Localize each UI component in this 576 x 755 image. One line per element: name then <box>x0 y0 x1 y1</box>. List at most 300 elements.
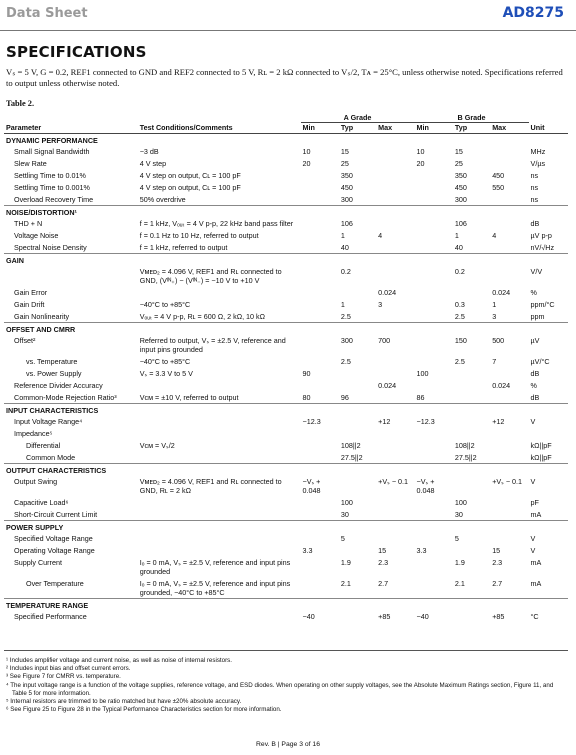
table-row <box>4 451 568 464</box>
value-cell <box>453 475 490 496</box>
value-cell <box>301 229 339 241</box>
value-cell: 7 <box>492 356 497 366</box>
parameter-cell: Gain Nonlinearity <box>14 311 70 321</box>
section-row <box>4 134 568 146</box>
value-cell: 100 <box>416 368 429 378</box>
section-row <box>4 599 568 611</box>
footnote: ⁶ See Figure 25 to Figure 28 in the Typical Performance Characteristics section for more information. <box>6 706 282 714</box>
value-cell <box>301 334 339 355</box>
value-cell <box>415 508 453 521</box>
parameter-cell: Gain Error <box>14 287 48 297</box>
footnote: ³ See Figure 7 for CMRR vs. temperature. <box>6 673 121 681</box>
value-cell <box>415 241 453 254</box>
value-cell <box>415 355 453 367</box>
table-row <box>4 577 568 599</box>
value-cell: +12 <box>492 416 505 426</box>
value-cell <box>490 508 528 521</box>
conditions-cell: Vᴄᴍ = Vₛ/2 <box>139 440 175 450</box>
value-cell: 2.5 <box>454 356 465 366</box>
table-row <box>4 145 568 157</box>
conditions-cell: Iₒ = 0 mA, Vₛ = ±2.5 V, reference and input pins grounded, −40°C to +85°C <box>139 578 291 597</box>
value-cell <box>339 367 376 379</box>
parameter-cell: Small Signal Bandwidth <box>14 146 90 156</box>
value-cell <box>490 367 528 379</box>
value-cell <box>339 379 376 391</box>
section-row <box>4 521 568 533</box>
value-cell <box>415 451 453 464</box>
value-cell <box>453 286 490 298</box>
value-cell <box>415 310 453 323</box>
value-cell <box>376 496 414 508</box>
conditions-cell <box>138 286 301 298</box>
parameter-cell: Supply Current <box>14 557 62 567</box>
conditions-cell: Vᴍᴇᴅ₂ = 4.096 V, REF1 and Rʟ connected to GND, (Vᴵᴺ₊) − (Vᴵᴺ₋) = −10 V to +10 V <box>139 266 282 285</box>
conditions-cell: Vᴍᴇᴅ₂ = 4.096 V, REF1 and Rʟ connected to GND, Rʟ = 2 kΩ <box>139 476 282 495</box>
value-cell: 20 <box>302 158 311 168</box>
value-cell: 108||2 <box>454 440 475 450</box>
value-cell: µV <box>530 335 540 345</box>
value-cell: 2.1 <box>454 578 465 588</box>
value-cell: 3.3 <box>416 545 427 555</box>
value-cell: 1.9 <box>454 557 465 567</box>
value-cell <box>415 379 453 391</box>
value-cell <box>490 217 528 229</box>
table-end-rule <box>4 650 568 651</box>
col-header: Unit <box>529 123 568 134</box>
value-cell <box>301 427 339 439</box>
value-cell: V/µs <box>530 158 546 168</box>
table-row <box>4 334 568 355</box>
value-cell <box>453 367 490 379</box>
value-cell: dB <box>530 218 540 228</box>
value-cell: V <box>530 545 536 555</box>
page-header <box>0 0 576 26</box>
table-row <box>4 286 568 298</box>
conditions-cell <box>138 544 301 556</box>
value-cell: 90 <box>302 368 311 378</box>
section-label: NOISE/DISTORTION¹ <box>4 206 568 218</box>
value-cell <box>415 439 453 451</box>
conditions-cell <box>138 496 301 508</box>
conditions-cell: Vₛ = 3.3 V to 5 V <box>139 368 193 378</box>
value-cell <box>376 508 414 521</box>
conditions-cell: −3 dB <box>139 146 159 156</box>
value-cell: % <box>530 287 537 297</box>
table-row <box>4 556 568 577</box>
value-cell <box>301 169 339 181</box>
value-cell <box>453 415 490 427</box>
test-conditions: Vₛ = 5 V, G = 0.2, REF1 connected to GND and REF2 connected to 5 V, Rʟ = 2 kΩ connected to Vₛ/2, Tᴀ = 25°C, unless otherwise noted. Specifications referred to output unless otherwise noted. <box>6 67 563 88</box>
value-cell: °C <box>530 611 539 621</box>
value-cell: 108||2 <box>340 440 361 450</box>
table-row <box>4 532 568 544</box>
table-row <box>4 310 568 323</box>
value-cell: kΩ||pF <box>530 440 552 450</box>
parameter-cell: Differential <box>26 440 61 450</box>
value-cell: 27.5||2 <box>454 452 477 462</box>
value-cell <box>415 427 453 439</box>
value-cell: 3.3 <box>302 545 313 555</box>
value-cell <box>301 217 339 229</box>
table-row <box>4 415 568 427</box>
value-cell <box>453 610 490 622</box>
value-cell <box>415 265 453 286</box>
table-row <box>4 265 568 286</box>
table-row <box>4 217 568 229</box>
value-cell: 25 <box>454 158 463 168</box>
value-cell <box>301 508 339 521</box>
conditions-cell <box>138 451 301 464</box>
section-row <box>4 464 568 476</box>
section-label: TEMPERATURE RANGE <box>4 599 568 611</box>
parameter-cell: Spectral Noise Density <box>14 242 87 252</box>
parameter-cell: Gain Drift <box>14 299 45 309</box>
table-row <box>4 475 568 496</box>
footnote: ¹ Includes amplifier voltage and current noise, as well as noise of internal resistors. <box>6 657 232 664</box>
table-row <box>4 391 568 404</box>
value-cell: 30 <box>340 509 349 519</box>
section-row <box>4 404 568 416</box>
parameter-cell: Specified Performance <box>14 611 87 621</box>
value-cell: 150 <box>454 335 467 345</box>
value-cell: 2.5 <box>340 311 351 321</box>
page-footer: Rev. B | Page 3 of 16 <box>256 741 320 748</box>
parameter-cell: Reference Divider Accuracy <box>14 380 103 390</box>
grade-a-header: A Grade <box>301 111 415 123</box>
section-label: OFFSET AND CMRR <box>4 323 568 335</box>
table-row <box>4 229 568 241</box>
value-cell: 100 <box>340 497 353 507</box>
value-cell <box>339 610 376 622</box>
value-cell <box>339 475 376 496</box>
value-cell: 15 <box>492 545 501 555</box>
section-row <box>4 254 568 266</box>
value-cell: 80 <box>302 392 311 402</box>
value-cell: ppm/°C <box>530 299 555 309</box>
value-cell <box>415 169 453 181</box>
value-cell <box>415 217 453 229</box>
parameter-cell: Overload Recovery Time <box>14 194 94 204</box>
value-cell <box>376 217 414 229</box>
table-row <box>4 379 568 391</box>
value-cell: 4 <box>378 230 383 240</box>
value-cell: −40 <box>302 611 315 621</box>
value-cell: 350 <box>454 170 467 180</box>
value-cell: +85 <box>378 611 391 621</box>
value-cell: % <box>530 380 537 390</box>
value-cell: +12 <box>378 416 391 426</box>
value-cell <box>376 157 414 169</box>
part-number: AD8275 <box>502 5 564 21</box>
section-row <box>4 323 568 335</box>
value-cell: −Vₛ + 0.048 <box>416 476 435 495</box>
grade-header-row <box>4 111 568 123</box>
value-cell <box>339 427 376 439</box>
value-cell: 700 <box>378 335 391 345</box>
conditions-cell: 4 V step on output, Cʟ = 100 pF <box>139 182 241 192</box>
value-cell: 2.5 <box>454 311 465 321</box>
parameter-cell <box>4 265 138 286</box>
conditions-cell <box>138 532 301 544</box>
conditions-cell: Vᴄᴍ = ±10 V, referred to output <box>139 392 239 402</box>
section-row <box>4 206 568 218</box>
column-header-row <box>4 123 568 134</box>
col-header: Typ <box>339 123 376 134</box>
value-cell <box>490 193 528 206</box>
value-cell: 40 <box>340 242 349 252</box>
table-row <box>4 298 568 310</box>
value-cell <box>376 169 414 181</box>
footnotes <box>6 657 568 714</box>
conditions-cell: f = 1 kHz, Vₒᵤₜ = 4 V p-p, 22 kHz band pass filter <box>139 218 294 228</box>
value-cell <box>376 451 414 464</box>
value-cell: +Vₛ − 0.1 <box>492 476 523 486</box>
conditions-cell: 4 V step on output, Cʟ = 100 pF <box>139 170 241 180</box>
value-cell <box>376 532 414 544</box>
conditions-cell: −40°C to +85°C <box>139 356 191 366</box>
value-cell: 2.3 <box>492 557 503 567</box>
parameter-cell: Specified Voltage Range <box>14 533 93 543</box>
grade-b-header: B Grade <box>415 111 529 123</box>
value-cell <box>301 193 339 206</box>
value-cell: V <box>530 476 536 486</box>
spec-table-body <box>4 134 568 623</box>
value-cell <box>301 451 339 464</box>
table-row <box>4 157 568 169</box>
value-cell <box>376 391 414 404</box>
value-cell: nV/√Hz <box>530 242 555 252</box>
value-cell <box>301 496 339 508</box>
section-label: POWER SUPPLY <box>4 521 568 533</box>
value-cell <box>301 241 339 254</box>
col-header: Parameter <box>4 123 138 134</box>
spec-table-wrap <box>4 111 568 622</box>
conditions-cell: Iₒ = 0 mA, Vₛ = ±2.5 V, reference and input pins grounded <box>139 557 291 576</box>
value-cell: 500 <box>492 335 505 345</box>
value-cell: ns <box>530 182 539 192</box>
value-cell: −Vₛ + 0.048 <box>302 476 321 495</box>
section-label: GAIN <box>4 254 568 266</box>
value-cell: 3 <box>492 311 497 321</box>
value-cell <box>490 265 528 286</box>
table-row <box>4 181 568 193</box>
table-row <box>4 439 568 451</box>
value-cell: 96 <box>340 392 349 402</box>
parameter-cell: THD + N <box>14 218 43 228</box>
conditions-cell: 50% overdrive <box>139 194 186 204</box>
value-cell <box>376 265 414 286</box>
col-header: Min <box>301 123 339 134</box>
value-cell: 40 <box>454 242 463 252</box>
value-cell: 1 <box>454 230 459 240</box>
col-header: Max <box>376 123 414 134</box>
table-row <box>4 610 568 622</box>
table-row <box>4 355 568 367</box>
value-cell: 5 <box>340 533 345 543</box>
value-cell: 25 <box>340 158 349 168</box>
parameter-cell: Input Voltage Range⁴ <box>14 416 83 426</box>
value-cell: 3 <box>378 299 383 309</box>
value-cell: ns <box>530 170 539 180</box>
value-cell: 106 <box>340 218 353 228</box>
value-cell <box>490 451 528 464</box>
footnote: ⁵ Internal resistors are trimmed to be ratio matched but have ±20% absolute accuracy. <box>6 698 242 706</box>
table-row <box>4 169 568 181</box>
table-row <box>4 496 568 508</box>
value-cell <box>376 145 414 157</box>
value-cell <box>415 229 453 241</box>
value-cell <box>415 577 453 599</box>
value-cell <box>376 367 414 379</box>
value-cell <box>339 415 376 427</box>
value-cell <box>301 439 339 451</box>
value-cell <box>453 391 490 404</box>
parameter-cell: Common Mode <box>26 452 76 462</box>
value-cell: 15 <box>378 545 387 555</box>
table-row <box>4 241 568 254</box>
value-cell <box>415 496 453 508</box>
parameter-cell: Short-Circuit Current Limit <box>14 509 98 519</box>
parameter-cell: Capacitive Load⁶ <box>14 497 69 507</box>
doc-type-label: Data Sheet <box>6 6 88 21</box>
value-cell <box>301 577 339 599</box>
value-cell: −12.3 <box>416 416 435 426</box>
value-cell <box>376 355 414 367</box>
section-label: OUTPUT CHARACTERISTICS <box>4 464 568 476</box>
value-cell: 450 <box>340 182 353 192</box>
value-cell <box>415 532 453 544</box>
value-cell <box>529 427 568 439</box>
header-rule <box>0 30 576 31</box>
footnote: ⁴ The input voltage range is a function of the voltage supplies, reference voltage, and ESD diodes. When operating on other supply voltages, see the Absolute Maximum Ratings section, Figure 11, and Table 5 for more information. <box>6 681 554 697</box>
parameter-cell: vs. Temperature <box>26 356 78 366</box>
value-cell: mA <box>530 578 542 588</box>
value-cell <box>301 181 339 193</box>
value-cell: V/V <box>530 266 543 276</box>
value-cell: mA <box>530 557 542 567</box>
table-row <box>4 544 568 556</box>
parameter-cell: Over Temperature <box>26 578 84 588</box>
value-cell: +85 <box>492 611 505 621</box>
parameter-cell: Settling Time to 0.001% <box>14 182 90 192</box>
table-row <box>4 508 568 521</box>
value-cell: 100 <box>454 497 467 507</box>
conditions-cell: Referred to output, Vₛ = ±2.5 V, reference and input pins grounded <box>139 335 286 354</box>
value-cell: 106 <box>454 218 467 228</box>
parameter-cell: Impedance⁵ <box>14 428 53 438</box>
value-cell: 300 <box>340 194 353 204</box>
value-cell: 5 <box>454 533 459 543</box>
value-cell: 15 <box>454 146 463 156</box>
value-cell: 1.9 <box>340 557 351 567</box>
value-cell: 300 <box>454 194 467 204</box>
table-label: Table 2. <box>6 99 35 108</box>
value-cell: V <box>530 416 536 426</box>
value-cell <box>415 334 453 355</box>
conditions-cell: Vₒᵤₜ = 4 V p-p, Rʟ = 600 Ω, 2 kΩ, 10 kΩ <box>139 311 266 321</box>
conditions-cell <box>138 415 301 427</box>
value-cell: µV/°C <box>530 356 550 366</box>
value-cell <box>490 241 528 254</box>
value-cell <box>453 544 490 556</box>
col-header: Min <box>415 123 453 134</box>
value-cell: 300 <box>340 335 353 345</box>
table-row <box>4 367 568 379</box>
value-cell: −12.3 <box>302 416 321 426</box>
value-cell: 86 <box>416 392 425 402</box>
value-cell: µV p-p <box>530 230 552 240</box>
value-cell <box>453 379 490 391</box>
value-cell <box>490 157 528 169</box>
table-row <box>4 193 568 206</box>
value-cell <box>301 298 339 310</box>
conditions-cell: 4 V step <box>139 158 167 168</box>
value-cell: dB <box>530 392 540 402</box>
value-cell: MHz <box>530 146 546 156</box>
footnote: ² Includes input bias and offset current errors. <box>6 665 131 673</box>
value-cell: 20 <box>416 158 425 168</box>
value-cell <box>301 265 339 286</box>
value-cell <box>490 532 528 544</box>
value-cell <box>453 427 490 439</box>
value-cell: 27.5||2 <box>340 452 363 462</box>
value-cell: 0.2 <box>340 266 351 276</box>
parameter-cell: vs. Power Supply <box>26 368 82 378</box>
section-title: SPECIFICATIONS <box>6 43 147 61</box>
value-cell <box>376 241 414 254</box>
value-cell <box>301 286 339 298</box>
conditions-cell <box>138 508 301 521</box>
value-cell: 10 <box>416 146 425 156</box>
value-cell: kΩ||pF <box>530 452 552 462</box>
value-cell <box>415 298 453 310</box>
value-cell: 1 <box>340 230 345 240</box>
value-cell: ppm <box>530 311 545 321</box>
value-cell <box>376 427 414 439</box>
table-row <box>4 427 568 439</box>
col-header: Max <box>490 123 528 134</box>
col-header: Test Conditions/Comments <box>138 123 301 134</box>
conditions-cell: −40°C to +85°C <box>139 299 191 309</box>
value-cell: 0.024 <box>492 380 511 390</box>
value-cell: V <box>530 533 536 543</box>
value-cell: 2.3 <box>378 557 389 567</box>
value-cell: dB <box>530 368 540 378</box>
conditions-cell <box>138 610 301 622</box>
col-header: Typ <box>453 123 490 134</box>
value-cell: mA <box>530 509 542 519</box>
value-cell <box>415 181 453 193</box>
value-cell <box>301 379 339 391</box>
value-cell <box>490 427 528 439</box>
value-cell <box>376 310 414 323</box>
value-cell <box>415 193 453 206</box>
value-cell <box>339 544 376 556</box>
parameter-cell: Slew Rate <box>14 158 47 168</box>
parameter-cell: Common-Mode Rejection Ratio³ <box>14 392 117 402</box>
value-cell <box>490 496 528 508</box>
value-cell: 0.2 <box>454 266 465 276</box>
value-cell <box>301 355 339 367</box>
value-cell: −40 <box>416 611 429 621</box>
value-cell: 10 <box>302 146 311 156</box>
value-cell <box>490 391 528 404</box>
parameter-cell: Offset² <box>14 335 36 345</box>
spec-table <box>4 111 568 622</box>
value-cell: 450 <box>492 170 505 180</box>
value-cell <box>490 439 528 451</box>
value-cell: 15 <box>340 146 349 156</box>
